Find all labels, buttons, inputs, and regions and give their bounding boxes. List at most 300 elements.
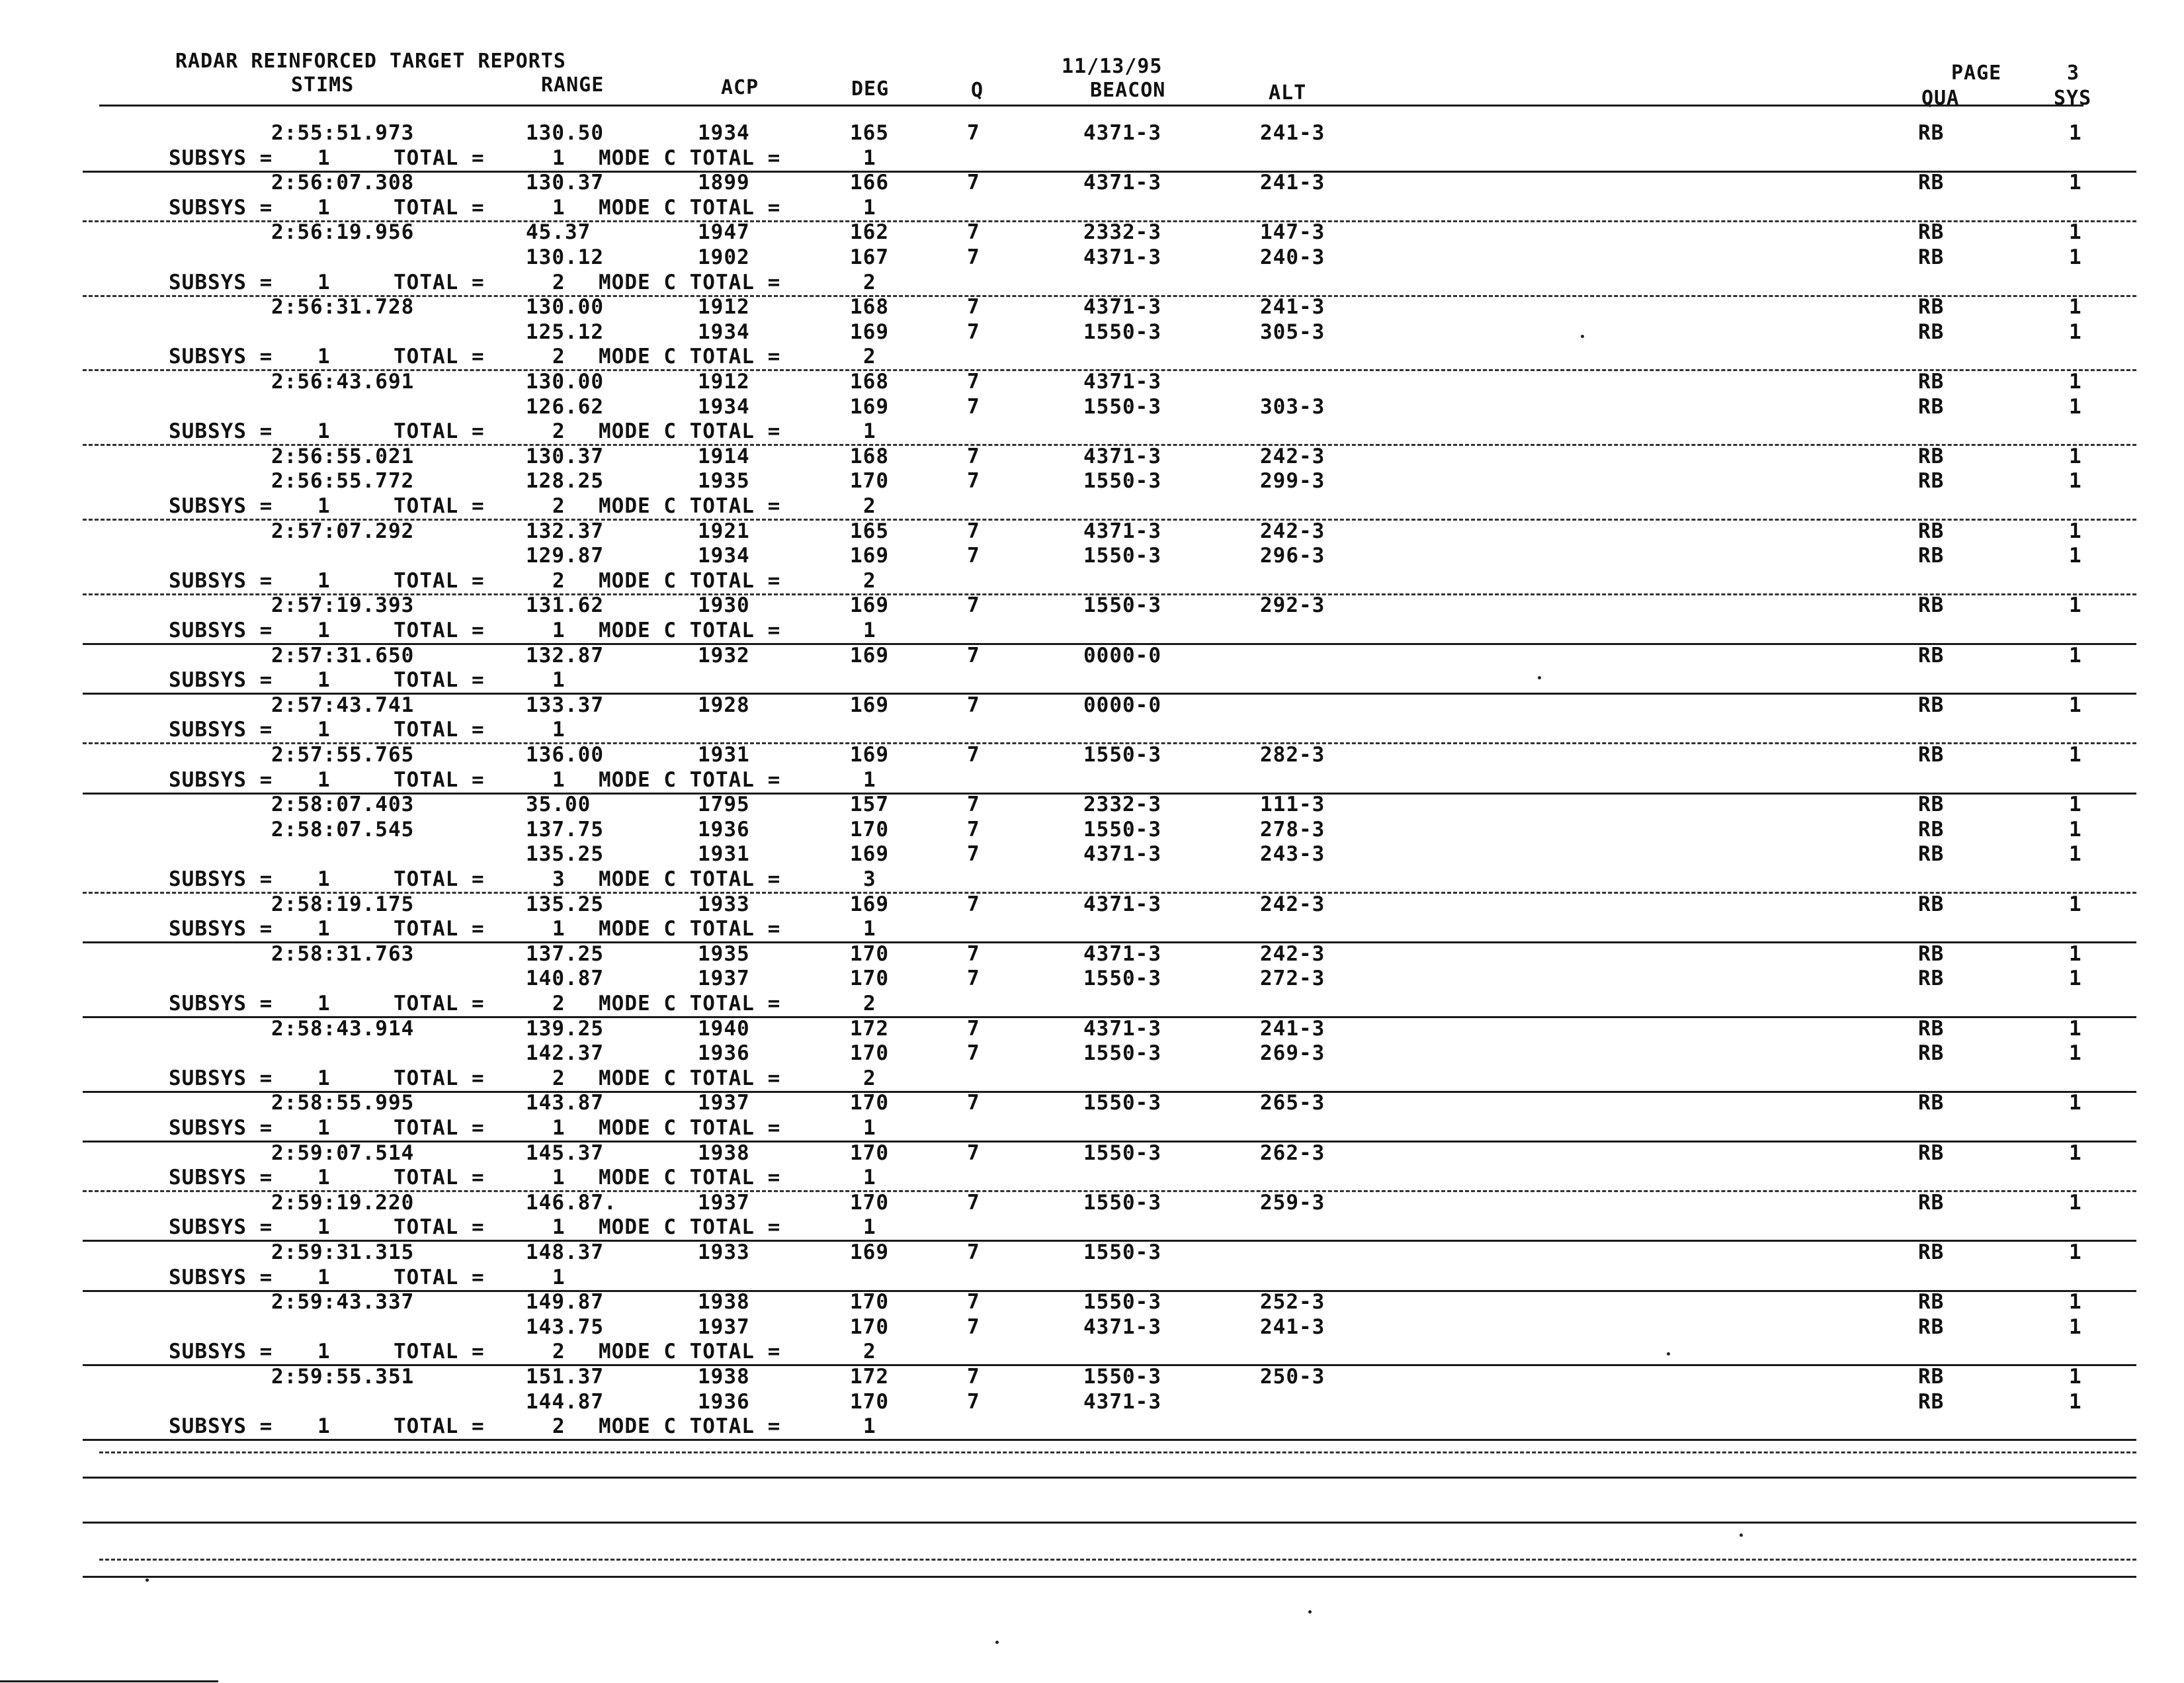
cell-acp: 1936 bbox=[698, 1390, 750, 1414]
cell-acp: 1935 bbox=[698, 942, 750, 966]
subsys-value: 1 bbox=[317, 345, 331, 368]
cell-beacon: 1550-3 bbox=[1083, 1141, 1161, 1165]
subsys-value: 1 bbox=[317, 419, 331, 443]
cell-deg: 170 bbox=[850, 818, 889, 842]
cell-beacon: 4371-3 bbox=[1083, 892, 1161, 916]
cell-sys: 1 bbox=[2069, 892, 2082, 916]
cell-beacon: 1550-3 bbox=[1083, 544, 1161, 568]
cell-beacon: 4371-3 bbox=[1083, 121, 1161, 145]
cell-beacon: 1550-3 bbox=[1083, 818, 1161, 842]
cell-acp: 1933 bbox=[698, 892, 750, 916]
cell-alt: 111-3 bbox=[1260, 793, 1325, 816]
cell-range: 146.87. bbox=[526, 1191, 617, 1215]
cell-qua: RB bbox=[1918, 1390, 1945, 1414]
cell-deg: 167 bbox=[850, 245, 889, 269]
cell-time: 2:58:43.914 bbox=[271, 1017, 415, 1041]
cell-q: 7 bbox=[967, 1390, 980, 1414]
cell-q: 7 bbox=[967, 842, 980, 866]
cell-sys: 1 bbox=[2069, 1365, 2082, 1389]
cell-sys: 1 bbox=[2069, 171, 2082, 194]
total-value: 2 bbox=[552, 1066, 566, 1090]
modec-total-value: 1 bbox=[863, 1215, 876, 1239]
cell-acp: 1930 bbox=[698, 593, 750, 617]
cell-beacon: 1550-3 bbox=[1083, 967, 1161, 990]
cell-alt: 243-3 bbox=[1260, 842, 1325, 866]
cell-sys: 1 bbox=[2069, 1315, 2082, 1339]
cell-sys: 1 bbox=[2069, 1041, 2082, 1065]
modec-total-label: MODE C TOTAL = bbox=[599, 196, 781, 220]
subsys-label: SUBSYS = bbox=[169, 768, 273, 792]
cell-alt: 303-3 bbox=[1260, 395, 1325, 419]
total-label: TOTAL = bbox=[394, 419, 485, 443]
cell-q: 7 bbox=[967, 743, 980, 767]
cell-deg: 169 bbox=[850, 1240, 889, 1264]
cell-beacon: 1550-3 bbox=[1083, 1041, 1161, 1065]
cell-time: 2:57:43.741 bbox=[271, 693, 415, 717]
cell-alt: 272-3 bbox=[1260, 967, 1325, 990]
cell-qua: RB bbox=[1918, 793, 1945, 816]
cell-acp: 1937 bbox=[698, 1091, 750, 1115]
cell-acp: 1935 bbox=[698, 469, 750, 493]
cell-time: 2:58:19.175 bbox=[271, 892, 415, 916]
cell-sys: 1 bbox=[2069, 1390, 2082, 1414]
total-value: 1 bbox=[552, 1266, 566, 1289]
total-label: TOTAL = bbox=[394, 1414, 485, 1438]
cell-qua: RB bbox=[1918, 320, 1945, 344]
subsys-value: 1 bbox=[317, 718, 331, 742]
cell-sys: 1 bbox=[2069, 967, 2082, 990]
cell-q: 7 bbox=[967, 320, 980, 344]
subsys-label: SUBSYS = bbox=[169, 1116, 273, 1140]
modec-total-label: MODE C TOTAL = bbox=[599, 1215, 781, 1239]
modec-total-label: MODE C TOTAL = bbox=[599, 768, 781, 792]
cell-deg: 172 bbox=[850, 1017, 889, 1041]
cell-alt: 242-3 bbox=[1260, 445, 1325, 468]
modec-total-label: MODE C TOTAL = bbox=[599, 569, 781, 593]
cell-q: 7 bbox=[967, 171, 980, 194]
cell-beacon: 4371-3 bbox=[1083, 842, 1161, 866]
cell-alt: 269-3 bbox=[1260, 1041, 1325, 1065]
printer-speck bbox=[1308, 1610, 1312, 1614]
cell-range: 140.87 bbox=[526, 967, 604, 990]
total-value: 1 bbox=[552, 1215, 566, 1239]
cell-beacon: 1550-3 bbox=[1083, 320, 1161, 344]
cell-q: 7 bbox=[967, 1141, 980, 1165]
cell-acp: 1934 bbox=[698, 544, 750, 568]
cell-q: 7 bbox=[967, 544, 980, 568]
row-separator-line bbox=[83, 1439, 2136, 1441]
subsys-value: 1 bbox=[317, 768, 331, 792]
cell-range: 132.87 bbox=[526, 644, 604, 668]
subsys-value: 1 bbox=[317, 1066, 331, 1090]
total-label: TOTAL = bbox=[394, 718, 485, 742]
cell-q: 7 bbox=[967, 370, 980, 394]
cell-qua: RB bbox=[1918, 1091, 1945, 1115]
cell-beacon: 1550-3 bbox=[1083, 395, 1161, 419]
cell-range: 130.50 bbox=[526, 121, 604, 145]
modec-total-label: MODE C TOTAL = bbox=[599, 917, 781, 941]
cell-time: 2:58:55.995 bbox=[271, 1091, 415, 1115]
cell-deg: 169 bbox=[850, 644, 889, 668]
cell-q: 7 bbox=[967, 1191, 980, 1215]
cell-range: 126.62 bbox=[526, 395, 604, 419]
cell-q: 7 bbox=[967, 395, 980, 419]
cell-beacon: 2332-3 bbox=[1083, 220, 1161, 244]
cell-time: 2:56:31.728 bbox=[271, 295, 415, 319]
cell-acp: 1936 bbox=[698, 818, 750, 842]
cell-qua: RB bbox=[1918, 942, 1945, 966]
subsys-label: SUBSYS = bbox=[169, 419, 273, 443]
cell-beacon: 4371-3 bbox=[1083, 1390, 1161, 1414]
cell-qua: RB bbox=[1918, 1041, 1945, 1065]
cell-alt: 265-3 bbox=[1260, 1091, 1325, 1115]
cell-acp: 1938 bbox=[698, 1365, 750, 1389]
blank-form-line bbox=[99, 1559, 2136, 1561]
cell-beacon: 4371-3 bbox=[1083, 445, 1161, 468]
cell-qua: RB bbox=[1918, 121, 1945, 145]
blank-form-line bbox=[99, 1451, 2136, 1453]
total-label: TOTAL = bbox=[394, 494, 485, 518]
total-label: TOTAL = bbox=[394, 992, 485, 1015]
cell-qua: RB bbox=[1918, 1017, 1945, 1041]
cell-deg: 170 bbox=[850, 1091, 889, 1115]
cell-sys: 1 bbox=[2069, 942, 2082, 966]
cell-time: 2:59:19.220 bbox=[271, 1191, 415, 1215]
modec-total-label: MODE C TOTAL = bbox=[599, 494, 781, 518]
cell-sys: 1 bbox=[2069, 1017, 2082, 1041]
printer-speck bbox=[995, 1641, 999, 1644]
cell-qua: RB bbox=[1918, 395, 1945, 419]
header-rule bbox=[99, 105, 2083, 107]
modec-total-value: 1 bbox=[863, 768, 876, 792]
modec-total-label: MODE C TOTAL = bbox=[599, 1116, 781, 1140]
cell-q: 7 bbox=[967, 245, 980, 269]
cell-range: 144.87 bbox=[526, 1390, 604, 1414]
modec-total-value: 1 bbox=[863, 196, 876, 220]
cell-q: 7 bbox=[967, 220, 980, 244]
cell-deg: 172 bbox=[850, 1365, 889, 1389]
cell-range: 136.00 bbox=[526, 743, 604, 767]
cell-alt: 242-3 bbox=[1260, 519, 1325, 543]
cell-time: 2:56:55.772 bbox=[271, 469, 415, 493]
cell-qua: RB bbox=[1918, 644, 1945, 668]
cell-deg: 169 bbox=[850, 892, 889, 916]
total-label: TOTAL = bbox=[394, 619, 485, 642]
cell-sys: 1 bbox=[2069, 519, 2082, 543]
cell-sys: 1 bbox=[2069, 693, 2082, 717]
cell-sys: 1 bbox=[2069, 1290, 2082, 1314]
column-header-range: RANGE bbox=[541, 73, 605, 97]
modec-total-label: MODE C TOTAL = bbox=[599, 419, 781, 443]
cell-range: 125.12 bbox=[526, 320, 604, 344]
total-label: TOTAL = bbox=[394, 668, 485, 692]
cell-q: 7 bbox=[967, 818, 980, 842]
cell-deg: 169 bbox=[850, 593, 889, 617]
modec-total-value: 2 bbox=[863, 569, 876, 593]
total-value: 2 bbox=[552, 569, 566, 593]
cell-acp: 1795 bbox=[698, 793, 750, 816]
cell-alt: 282-3 bbox=[1260, 743, 1325, 767]
cell-time: 2:56:19.956 bbox=[271, 220, 415, 244]
subsys-label: SUBSYS = bbox=[169, 1340, 273, 1363]
cell-sys: 1 bbox=[2069, 245, 2082, 269]
cell-qua: RB bbox=[1918, 519, 1945, 543]
cell-deg: 170 bbox=[850, 967, 889, 990]
cell-deg: 169 bbox=[850, 743, 889, 767]
cell-deg: 165 bbox=[850, 519, 889, 543]
column-header-deg: DEG bbox=[851, 77, 890, 101]
printer-speck bbox=[1667, 1352, 1670, 1356]
cell-acp: 1934 bbox=[698, 395, 750, 419]
cell-qua: RB bbox=[1918, 544, 1945, 568]
total-value: 2 bbox=[552, 419, 566, 443]
column-header-beacon: BEACON bbox=[1090, 79, 1166, 102]
printer-speck bbox=[1581, 335, 1584, 338]
cell-deg: 169 bbox=[850, 395, 889, 419]
modec-total-label: MODE C TOTAL = bbox=[599, 1066, 781, 1090]
subsys-value: 1 bbox=[317, 494, 331, 518]
cell-range: 143.75 bbox=[526, 1315, 604, 1339]
subsys-label: SUBSYS = bbox=[169, 196, 273, 220]
printer-speck bbox=[1740, 1533, 1743, 1537]
cell-beacon: 4371-3 bbox=[1083, 1315, 1161, 1339]
cell-alt: 292-3 bbox=[1260, 593, 1325, 617]
cell-deg: 170 bbox=[850, 1191, 889, 1215]
modec-total-value: 2 bbox=[863, 345, 876, 368]
modec-total-label: MODE C TOTAL = bbox=[599, 1340, 781, 1363]
column-header-acp: ACP bbox=[721, 76, 759, 99]
cell-sys: 1 bbox=[2069, 1141, 2082, 1165]
cell-beacon: 4371-3 bbox=[1083, 370, 1161, 394]
cell-alt: 305-3 bbox=[1260, 320, 1325, 344]
cell-range: 139.25 bbox=[526, 1017, 604, 1041]
cell-beacon: 1550-3 bbox=[1083, 1365, 1161, 1389]
cell-acp: 1938 bbox=[698, 1290, 750, 1314]
total-label: TOTAL = bbox=[394, 1116, 485, 1140]
total-value: 1 bbox=[552, 619, 566, 642]
total-label: TOTAL = bbox=[394, 768, 485, 792]
cell-deg: 170 bbox=[850, 469, 889, 493]
cell-range: 137.25 bbox=[526, 942, 604, 966]
modec-total-value: 2 bbox=[863, 1340, 876, 1363]
subsys-value: 1 bbox=[317, 146, 331, 170]
subsys-value: 1 bbox=[317, 668, 331, 692]
cell-time: 2:55:51.973 bbox=[271, 121, 415, 145]
subsys-value: 1 bbox=[317, 196, 331, 220]
subsys-value: 1 bbox=[317, 271, 331, 294]
cell-q: 7 bbox=[967, 967, 980, 990]
modec-total-value: 1 bbox=[863, 146, 876, 170]
report-title: RADAR REINFORCED TARGET REPORTS bbox=[175, 50, 566, 73]
cell-range: 151.37 bbox=[526, 1365, 604, 1389]
cell-alt: 241-3 bbox=[1260, 295, 1325, 319]
cell-qua: RB bbox=[1918, 220, 1945, 244]
cell-qua: RB bbox=[1918, 892, 1945, 916]
total-label: TOTAL = bbox=[394, 196, 485, 220]
cell-sys: 1 bbox=[2069, 395, 2082, 419]
cell-deg: 162 bbox=[850, 220, 889, 244]
cell-time: 2:56:55.021 bbox=[271, 445, 415, 468]
cell-qua: RB bbox=[1918, 171, 1945, 194]
cell-qua: RB bbox=[1918, 295, 1945, 319]
cell-range: 143.87 bbox=[526, 1091, 604, 1115]
cell-beacon: 1550-3 bbox=[1083, 743, 1161, 767]
subsys-value: 1 bbox=[317, 992, 331, 1015]
cell-qua: RB bbox=[1918, 445, 1945, 468]
cell-time: 2:59:31.315 bbox=[271, 1240, 415, 1264]
subsys-value: 1 bbox=[317, 569, 331, 593]
cell-alt: 262-3 bbox=[1260, 1141, 1325, 1165]
cell-acp: 1934 bbox=[698, 320, 750, 344]
cell-q: 7 bbox=[967, 295, 980, 319]
modec-total-label: MODE C TOTAL = bbox=[599, 146, 781, 170]
cell-sys: 1 bbox=[2069, 370, 2082, 394]
subsys-label: SUBSYS = bbox=[169, 569, 273, 593]
modec-total-label: MODE C TOTAL = bbox=[599, 619, 781, 642]
total-value: 2 bbox=[552, 345, 566, 368]
cell-range: 148.37 bbox=[526, 1240, 604, 1264]
subsys-value: 1 bbox=[317, 619, 331, 642]
subsys-value: 1 bbox=[317, 917, 331, 941]
cell-range: 130.12 bbox=[526, 245, 604, 269]
cell-alt: 242-3 bbox=[1260, 892, 1325, 916]
subsys-value: 1 bbox=[317, 1414, 331, 1438]
cell-beacon: 1550-3 bbox=[1083, 469, 1161, 493]
modec-total-value: 3 bbox=[863, 867, 876, 891]
cell-acp: 1912 bbox=[698, 370, 750, 394]
cell-qua: RB bbox=[1918, 245, 1945, 269]
cell-q: 7 bbox=[967, 1315, 980, 1339]
cell-beacon: 4371-3 bbox=[1083, 1017, 1161, 1041]
total-label: TOTAL = bbox=[394, 867, 485, 891]
cell-acp: 1899 bbox=[698, 171, 750, 194]
cell-time: 2:58:31.763 bbox=[271, 942, 415, 966]
cell-acp: 1938 bbox=[698, 1141, 750, 1165]
subsys-value: 1 bbox=[317, 867, 331, 891]
cell-acp: 1931 bbox=[698, 743, 750, 767]
total-value: 1 bbox=[552, 718, 566, 742]
modec-total-label: MODE C TOTAL = bbox=[599, 1414, 781, 1438]
total-label: TOTAL = bbox=[394, 146, 485, 170]
cell-alt: 241-3 bbox=[1260, 1315, 1325, 1339]
cell-deg: 170 bbox=[850, 1390, 889, 1414]
cell-deg: 170 bbox=[850, 1315, 889, 1339]
cell-deg: 169 bbox=[850, 842, 889, 866]
cell-alt: 241-3 bbox=[1260, 1017, 1325, 1041]
cell-acp: 1914 bbox=[698, 445, 750, 468]
cell-time: 2:56:07.308 bbox=[271, 171, 415, 194]
cell-acp: 1921 bbox=[698, 519, 750, 543]
cell-beacon: 1550-3 bbox=[1083, 593, 1161, 617]
cell-qua: RB bbox=[1918, 1290, 1945, 1314]
subsys-label: SUBSYS = bbox=[169, 1414, 273, 1438]
cell-range: 130.37 bbox=[526, 171, 604, 194]
cell-acp: 1937 bbox=[698, 1315, 750, 1339]
column-header-alt: ALT bbox=[1269, 81, 1307, 105]
cell-alt: 241-3 bbox=[1260, 121, 1325, 145]
cell-range: 45.37 bbox=[526, 220, 591, 244]
total-label: TOTAL = bbox=[394, 1166, 485, 1189]
subsys-label: SUBSYS = bbox=[169, 1066, 273, 1090]
cell-range: 129.87 bbox=[526, 544, 604, 568]
cell-deg: 170 bbox=[850, 942, 889, 966]
cell-beacon: 1550-3 bbox=[1083, 1240, 1161, 1264]
subsys-value: 1 bbox=[317, 1166, 331, 1189]
modec-total-value: 2 bbox=[863, 992, 876, 1015]
cell-alt: 252-3 bbox=[1260, 1290, 1325, 1314]
cell-sys: 1 bbox=[2069, 1240, 2082, 1264]
subsys-value: 1 bbox=[317, 1116, 331, 1140]
total-value: 1 bbox=[552, 768, 566, 792]
modec-total-value: 1 bbox=[863, 419, 876, 443]
cell-time: 2:59:55.351 bbox=[271, 1365, 415, 1389]
cell-time: 2:57:19.393 bbox=[271, 593, 415, 617]
page-label: PAGE bbox=[1951, 62, 2002, 85]
total-label: TOTAL = bbox=[394, 1266, 485, 1289]
page-edge-mark bbox=[0, 1680, 218, 1682]
modec-total-label: MODE C TOTAL = bbox=[599, 345, 781, 368]
cell-acp: 1933 bbox=[698, 1240, 750, 1264]
modec-total-value: 2 bbox=[863, 494, 876, 518]
subsys-label: SUBSYS = bbox=[169, 271, 273, 294]
cell-range: 135.25 bbox=[526, 842, 604, 866]
total-value: 2 bbox=[552, 494, 566, 518]
cell-beacon: 0000-0 bbox=[1083, 693, 1161, 717]
cell-acp: 1934 bbox=[698, 121, 750, 145]
cell-deg: 168 bbox=[850, 295, 889, 319]
cell-deg: 170 bbox=[850, 1041, 889, 1065]
cell-deg: 168 bbox=[850, 370, 889, 394]
subsys-label: SUBSYS = bbox=[169, 1166, 273, 1189]
cell-range: 137.75 bbox=[526, 818, 604, 842]
modec-total-value: 1 bbox=[863, 619, 876, 642]
cell-time: 2:56:43.691 bbox=[271, 370, 415, 394]
cell-acp: 1931 bbox=[698, 842, 750, 866]
cell-range: 131.62 bbox=[526, 593, 604, 617]
cell-deg: 166 bbox=[850, 171, 889, 194]
modec-total-value: 1 bbox=[863, 1414, 876, 1438]
cell-q: 7 bbox=[967, 1365, 980, 1389]
cell-alt: 296-3 bbox=[1260, 544, 1325, 568]
total-value: 2 bbox=[552, 1340, 566, 1363]
cell-alt: 250-3 bbox=[1260, 1365, 1325, 1389]
cell-sys: 1 bbox=[2069, 793, 2082, 816]
cell-deg: 169 bbox=[850, 544, 889, 568]
modec-total-value: 1 bbox=[863, 1116, 876, 1140]
cell-q: 7 bbox=[967, 1091, 980, 1115]
cell-time: 2:59:43.337 bbox=[271, 1290, 415, 1314]
cell-beacon: 4371-3 bbox=[1083, 519, 1161, 543]
total-value: 1 bbox=[552, 668, 566, 692]
cell-acp: 1947 bbox=[698, 220, 750, 244]
subsys-label: SUBSYS = bbox=[169, 1215, 273, 1239]
cell-acp: 1902 bbox=[698, 245, 750, 269]
cell-sys: 1 bbox=[2069, 295, 2082, 319]
cell-deg: 168 bbox=[850, 445, 889, 468]
cell-range: 135.25 bbox=[526, 892, 604, 916]
total-label: TOTAL = bbox=[394, 917, 485, 941]
cell-q: 7 bbox=[967, 793, 980, 816]
subsys-value: 1 bbox=[317, 1266, 331, 1289]
cell-qua: RB bbox=[1918, 1315, 1945, 1339]
subsys-label: SUBSYS = bbox=[169, 146, 273, 170]
total-label: TOTAL = bbox=[394, 569, 485, 593]
cell-alt: 241-3 bbox=[1260, 171, 1325, 194]
modec-total-value: 2 bbox=[863, 1066, 876, 1090]
cell-time: 2:59:07.514 bbox=[271, 1141, 415, 1165]
cell-beacon: 4371-3 bbox=[1083, 295, 1161, 319]
modec-total-label: MODE C TOTAL = bbox=[599, 271, 781, 294]
